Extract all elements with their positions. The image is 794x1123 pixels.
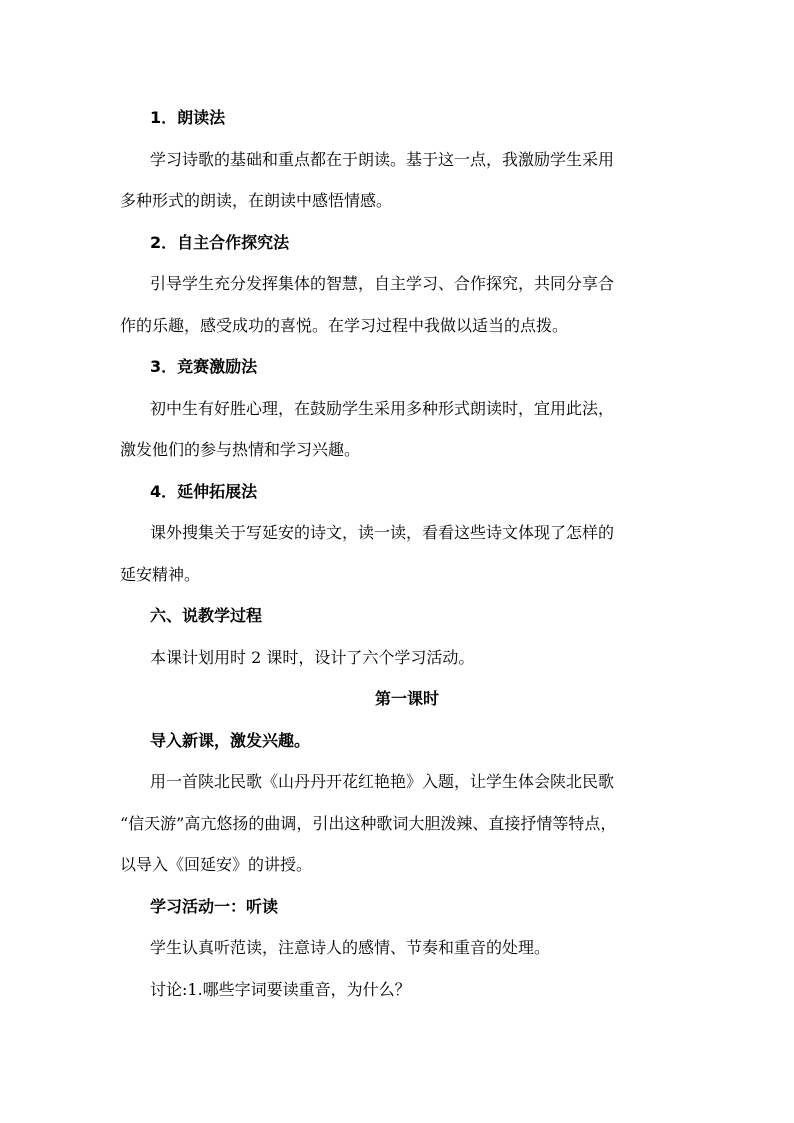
paragraph-line: 初中生有好胜心理，在鼓励学生采用多种形式朗读时，宜用此法，	[150, 399, 615, 418]
paragraph-line: 学习诗歌的基础和重点都在于朗读。基于这一点，我激励学生采用	[150, 150, 615, 169]
paragraph-line: 多种形式的朗读，在朗读中感悟情感。	[120, 191, 393, 210]
paragraph-line: 激发他们的参与热情和学习兴趣。	[120, 440, 361, 459]
section-heading: 4．延伸拓展法	[150, 482, 258, 501]
paragraph-line: 延安精神。	[120, 565, 201, 584]
paragraph-line: 课外搜集关于写延安的诗文，读一读，看看这些诗文体现了怎样的	[150, 523, 615, 542]
paragraph-line: 本课计划用时 2 课时，设计了六个学习活动。	[150, 648, 475, 667]
section-heading: 2．自主合作探究法	[150, 233, 290, 252]
paragraph-line: 学生认真听范读，注意诗人的感情、节奏和重音的处理。	[150, 938, 551, 957]
paragraph-line: “信天游”高亢悠扬的曲调，引出这种歌词大胆泼辣、直接抒情等特点，	[120, 814, 617, 833]
paragraph-line: 用一首陕北民歌《山丹丹开花红艳艳》入题，让学生体会陕北民歌	[150, 772, 615, 791]
subsection-heading: 学习活动一：听读	[150, 897, 279, 916]
paragraph-line: 以导入《回延安》的讲授。	[120, 855, 313, 874]
paragraph-line: 作的乐趣，感受成功的喜悦。在学习过程中我做以适当的点拨。	[120, 316, 569, 335]
section-heading: 1．朗读法	[150, 108, 226, 127]
paragraph-line: 引导学生充分发挥集体的智慧，自主学习、合作探究，共同分享合	[150, 274, 615, 293]
lesson-title: 第一课时	[374, 689, 439, 708]
paragraph-line: 讨论:1.哪些字词要读重音，为什么？	[150, 980, 411, 999]
section-heading: 3．竞赛激励法	[150, 357, 258, 376]
part-heading: 六、说教学过程	[150, 606, 263, 625]
subsection-heading: 导入新课，激发兴趣。	[150, 731, 311, 750]
